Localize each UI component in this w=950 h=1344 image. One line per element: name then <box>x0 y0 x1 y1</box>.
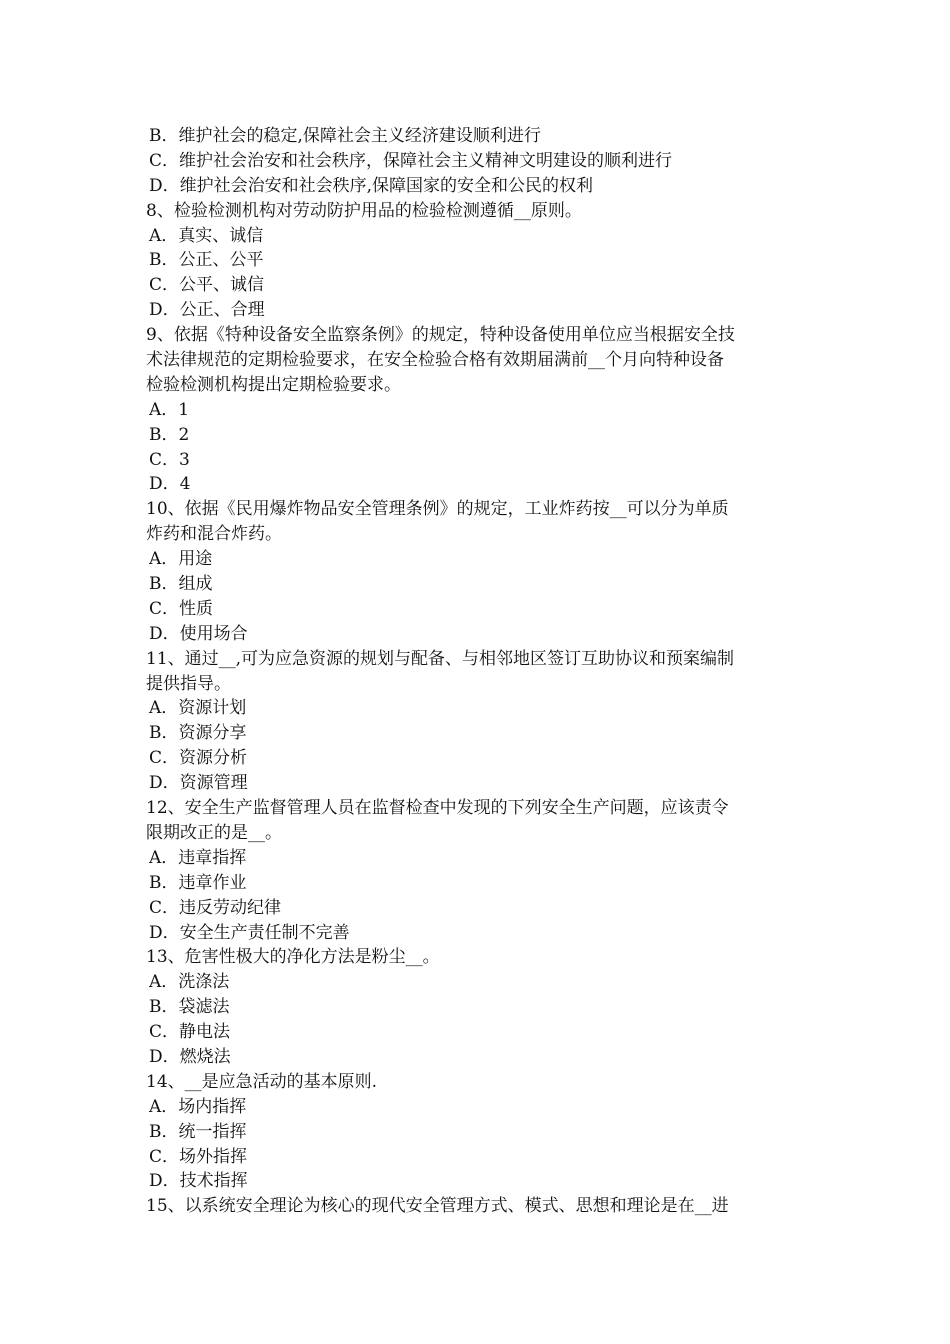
answer-option: A．洗涤法 <box>149 972 230 993</box>
answer-option: C．资源分析 <box>149 748 248 769</box>
answer-option: D．使用场合 <box>149 623 248 644</box>
question-text: 12、安全生产监督管理人员在监督检查中发现的下列安全生产问题，应该责令 <box>146 798 729 819</box>
answer-option: C．维护社会治安和社会秩序，保障社会主义精神文明建设的顺利进行 <box>149 150 673 171</box>
answer-option: D．公正、合理 <box>149 300 265 321</box>
question-text: 检验检测机构提出定期检验要求。 <box>146 374 401 395</box>
question-text: 9、依据《特种设备安全监察条例》的规定，特种设备使用单位应当根据安全技 <box>146 325 735 346</box>
question-text: 8、检验检测机构对劳动防护用品的检验检测遵循__原则。 <box>146 200 582 221</box>
question-text: 提供指导。 <box>146 673 231 694</box>
question-text: 13、危害性极大的净化方法是粉尘__。 <box>146 947 440 968</box>
answer-option: B．组成 <box>149 574 213 595</box>
answer-option: C．违反劳动纪律 <box>149 897 282 918</box>
answer-option: B．统一指挥 <box>149 1121 247 1142</box>
answer-option: D．4 <box>149 474 191 495</box>
answer-option: B．袋滤法 <box>149 997 230 1018</box>
answer-option: B．2 <box>149 424 190 445</box>
answer-option: A．违章指挥 <box>149 847 247 868</box>
question-text: 炸药和混合炸药。 <box>146 524 282 545</box>
question-text: 限期改正的是__。 <box>146 822 282 843</box>
answer-option: D．安全生产责任制不完善 <box>149 922 350 943</box>
answer-option: C．3 <box>149 449 190 470</box>
answer-option: A．资源计划 <box>149 698 247 719</box>
answer-option: B．维护社会的稳定,保障社会主义经济建设顺利进行 <box>149 126 541 146</box>
answer-option: A．场内指挥 <box>149 1096 247 1117</box>
answer-option: D．燃烧法 <box>149 1046 231 1067</box>
answer-option: B．公正、公平 <box>149 250 264 271</box>
answer-option: C．公平、诚信 <box>149 275 265 296</box>
question-text: 10、依据《民用爆炸物品安全管理条例》的规定，工业炸药按__可以分为单质 <box>146 499 729 520</box>
answer-option: D．技术指挥 <box>149 1171 248 1192</box>
answer-option: A．1 <box>149 399 190 420</box>
answer-option: A．真实、诚信 <box>149 225 264 246</box>
answer-option: C．场外指挥 <box>149 1146 248 1167</box>
question-text: 术法律规范的定期检验要求，在安全检验合格有效期届满前__个月向特种设备 <box>146 350 724 371</box>
answer-option: C．静电法 <box>149 1022 231 1043</box>
question-text: 11、通过__,可为应急资源的规划与配备、与相邻地区签订互助协议和预案编制 <box>146 648 735 669</box>
answer-option: D．维护社会治安和社会秩序,保障国家的安全和公民的权利 <box>149 175 594 196</box>
answer-option: A．用途 <box>149 549 213 570</box>
answer-option: B．违章作业 <box>149 872 247 893</box>
question-text: 15、以系统安全理论为核心的现代安全管理方式、模式、思想和理论是在__进 <box>146 1196 729 1217</box>
document-body <box>146 124 810 1219</box>
answer-option: B．资源分享 <box>149 723 247 744</box>
answer-option: C．性质 <box>149 598 214 619</box>
answer-option: D．资源管理 <box>149 773 248 794</box>
question-text: 14、__是应急活动的基本原则. <box>146 1071 378 1092</box>
